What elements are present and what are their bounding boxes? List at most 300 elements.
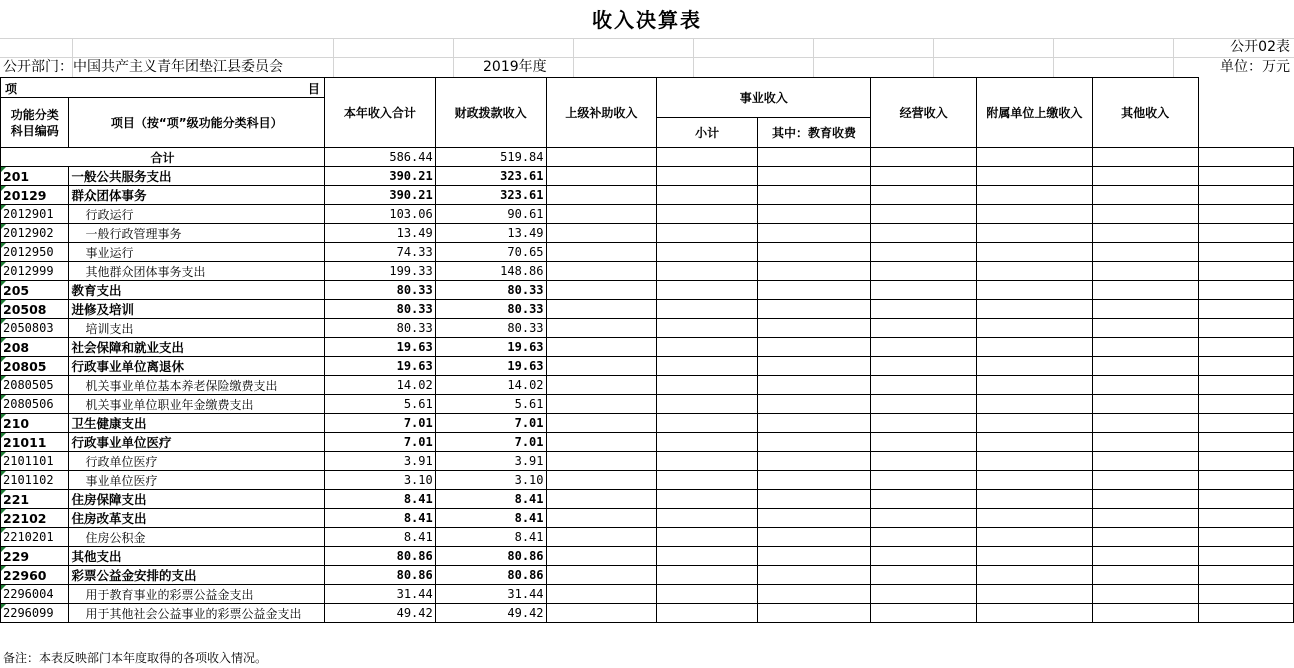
row-total-income: 103.06 <box>324 205 435 224</box>
header-education-fee: 其中：教育收费 <box>757 118 870 148</box>
row-fiscal-income: 7.01 <box>435 414 546 433</box>
table-row <box>1 471 1294 490</box>
empty-cell <box>546 509 657 528</box>
empty-cell <box>757 319 870 338</box>
row-fiscal-income: 80.86 <box>435 566 546 585</box>
empty-cell <box>546 414 657 433</box>
row-code: 2012950 <box>1 243 69 262</box>
row-code: 21011 <box>1 433 69 452</box>
empty-cell <box>657 338 758 357</box>
empty-cell <box>976 148 1092 167</box>
empty-cell <box>1092 414 1198 433</box>
empty-cell <box>1092 585 1198 604</box>
unit-label: 单位：万元 <box>1220 59 1290 75</box>
row-code: 229 <box>1 547 69 566</box>
empty-cell <box>657 547 758 566</box>
row-fiscal-income: 8.41 <box>435 490 546 509</box>
row-name: 彩票公益金安排的支出 <box>69 566 324 585</box>
row-fiscal-income: 19.63 <box>435 357 546 376</box>
empty-cell <box>657 528 758 547</box>
header-item-name: 项目（按“项”级功能分类科目） <box>69 98 324 148</box>
empty-cell <box>871 224 977 243</box>
table-row <box>1 604 1294 623</box>
empty-cell <box>1092 338 1198 357</box>
table-row <box>1 414 1294 433</box>
empty-cell <box>657 471 758 490</box>
empty-cell <box>657 395 758 414</box>
empty-cell <box>546 490 657 509</box>
table-row <box>1 566 1294 585</box>
empty-cell <box>976 319 1092 338</box>
empty-cell <box>1198 433 1293 452</box>
row-total-income: 80.33 <box>324 281 435 300</box>
table-row <box>1 509 1294 528</box>
row-total-income: 31.44 <box>324 585 435 604</box>
empty-cell <box>1092 281 1198 300</box>
empty-cell <box>546 395 657 414</box>
empty-cell <box>1198 357 1293 376</box>
table-row <box>1 490 1294 509</box>
table-row <box>1 547 1294 566</box>
table-row <box>1 433 1294 452</box>
empty-cell <box>1092 471 1198 490</box>
empty-cell <box>757 357 870 376</box>
empty-cell <box>1198 509 1293 528</box>
row-total-income: 5.61 <box>324 395 435 414</box>
empty-cell <box>757 186 870 205</box>
empty-cell <box>871 376 977 395</box>
row-name: 行政事业单位离退休 <box>69 357 324 376</box>
row-name: 其他支出 <box>69 547 324 566</box>
row-total-income: 390.21 <box>324 167 435 186</box>
row-code: 20129 <box>1 186 69 205</box>
table-row <box>1 224 1294 243</box>
header-code: 功能分类科目编码 <box>1 98 69 148</box>
empty-cell <box>871 452 977 471</box>
empty-cell <box>757 376 870 395</box>
row-fiscal-income: 323.61 <box>435 167 546 186</box>
empty-cell <box>1198 148 1293 167</box>
empty-cell <box>757 509 870 528</box>
row-name: 住房公积金 <box>69 528 324 547</box>
empty-cell <box>1092 566 1198 585</box>
item-header-left: 项 <box>5 82 18 96</box>
empty-cell <box>1092 224 1198 243</box>
empty-cell <box>871 148 977 167</box>
empty-cell <box>657 414 758 433</box>
row-name: 社会保障和就业支出 <box>69 338 324 357</box>
empty-cell <box>976 205 1092 224</box>
row-code: 221 <box>1 490 69 509</box>
row-fiscal-income: 3.91 <box>435 452 546 471</box>
gridline <box>0 38 1294 39</box>
empty-cell <box>1198 604 1293 623</box>
row-code: 210 <box>1 414 69 433</box>
empty-cell <box>546 585 657 604</box>
table-row <box>1 319 1294 338</box>
gridline <box>693 38 694 77</box>
row-code: 22102 <box>1 509 69 528</box>
header-total-income: 本年收入合计 <box>324 78 435 148</box>
row-fiscal-income: 31.44 <box>435 585 546 604</box>
row-total-income: 390.21 <box>324 186 435 205</box>
empty-cell <box>657 243 758 262</box>
empty-cell <box>757 471 870 490</box>
empty-cell <box>757 395 870 414</box>
empty-cell <box>657 509 758 528</box>
row-code: 2296004 <box>1 585 69 604</box>
empty-cell <box>1092 452 1198 471</box>
empty-cell <box>871 509 977 528</box>
row-fiscal-income: 80.33 <box>435 281 546 300</box>
empty-cell <box>871 262 977 281</box>
row-total-income: 8.41 <box>324 490 435 509</box>
table-row <box>1 281 1294 300</box>
row-fiscal-income: 8.41 <box>435 509 546 528</box>
row-total-income: 19.63 <box>324 338 435 357</box>
table-row <box>1 395 1294 414</box>
row-code: 20805 <box>1 357 69 376</box>
row-total-income: 3.10 <box>324 471 435 490</box>
row-name: 培训支出 <box>69 319 324 338</box>
empty-cell <box>1198 566 1293 585</box>
empty-cell <box>871 585 977 604</box>
empty-cell <box>976 262 1092 281</box>
table-row <box>1 528 1294 547</box>
empty-cell <box>1198 224 1293 243</box>
department-label: 公开部门：中国共产主义青年团垫江县委员会 <box>3 59 283 75</box>
empty-cell <box>657 604 758 623</box>
row-total-income: 80.33 <box>324 300 435 319</box>
row-code: 2080505 <box>1 376 69 395</box>
header-other-income: 其他收入 <box>1092 78 1198 148</box>
empty-cell <box>976 509 1092 528</box>
empty-cell <box>546 167 657 186</box>
header-operating-income: 经营收入 <box>871 78 977 148</box>
empty-cell <box>757 243 870 262</box>
empty-cell <box>1198 452 1293 471</box>
total-row <box>1 148 1294 167</box>
empty-cell <box>757 300 870 319</box>
empty-cell <box>1198 585 1293 604</box>
empty-cell <box>1198 414 1293 433</box>
row-total-income: 19.63 <box>324 357 435 376</box>
row-name: 群众团体事务 <box>69 186 324 205</box>
empty-cell <box>546 224 657 243</box>
empty-cell <box>657 585 758 604</box>
empty-cell <box>546 205 657 224</box>
row-fiscal-income: 13.49 <box>435 224 546 243</box>
row-total-income: 199.33 <box>324 262 435 281</box>
empty-cell <box>546 319 657 338</box>
table-row <box>1 338 1294 357</box>
row-total-income: 3.91 <box>324 452 435 471</box>
empty-cell <box>871 281 977 300</box>
row-name: 卫生健康支出 <box>69 414 324 433</box>
empty-cell <box>1092 604 1198 623</box>
gridline <box>1053 38 1054 77</box>
fiscal-year: 2019年度 <box>483 59 547 75</box>
empty-cell <box>871 357 977 376</box>
row-fiscal-income: 49.42 <box>435 604 546 623</box>
row-fiscal-income: 8.41 <box>435 528 546 547</box>
empty-cell <box>871 471 977 490</box>
empty-cell <box>871 205 977 224</box>
empty-cell <box>1198 186 1293 205</box>
table-row <box>1 243 1294 262</box>
empty-cell <box>1092 433 1198 452</box>
empty-cell <box>1198 395 1293 414</box>
table-row <box>1 205 1294 224</box>
row-fiscal-income: 323.61 <box>435 186 546 205</box>
row-total-income: 49.42 <box>324 604 435 623</box>
empty-cell <box>976 604 1092 623</box>
empty-cell <box>1198 167 1293 186</box>
row-code: 2296099 <box>1 604 69 623</box>
gridline <box>933 38 934 77</box>
row-fiscal-income: 5.61 <box>435 395 546 414</box>
empty-cell <box>546 604 657 623</box>
empty-cell <box>546 376 657 395</box>
empty-cell <box>546 338 657 357</box>
header-business-subtotal: 小计 <box>657 118 758 148</box>
row-name: 行政单位医疗 <box>69 452 324 471</box>
empty-cell <box>546 566 657 585</box>
empty-cell <box>546 262 657 281</box>
empty-cell <box>871 566 977 585</box>
row-name: 用于教育事业的彩票公益金支出 <box>69 585 324 604</box>
empty-cell <box>757 262 870 281</box>
row-fiscal-income: 19.63 <box>435 338 546 357</box>
empty-cell <box>657 357 758 376</box>
row-fiscal-income: 14.02 <box>435 376 546 395</box>
empty-cell <box>871 167 977 186</box>
row-code: 2012999 <box>1 262 69 281</box>
row-total-income: 8.41 <box>324 528 435 547</box>
empty-cell <box>757 338 870 357</box>
row-total-income: 14.02 <box>324 376 435 395</box>
row-fiscal-income: 148.86 <box>435 262 546 281</box>
empty-cell <box>1092 262 1198 281</box>
row-code: 2101101 <box>1 452 69 471</box>
empty-cell <box>871 319 977 338</box>
row-total-income: 74.33 <box>324 243 435 262</box>
empty-cell <box>1092 319 1198 338</box>
empty-cell <box>657 433 758 452</box>
empty-cell <box>976 281 1092 300</box>
empty-cell <box>546 243 657 262</box>
item-header-cell <box>1 78 325 98</box>
empty-cell <box>657 205 758 224</box>
row-fiscal-income: 7.01 <box>435 433 546 452</box>
empty-cell <box>657 281 758 300</box>
row-name: 一般行政管理事务 <box>69 224 324 243</box>
row-name: 行政事业单位医疗 <box>69 433 324 452</box>
row-fiscal-income: 3.10 <box>435 471 546 490</box>
row-code: 2012901 <box>1 205 69 224</box>
empty-cell <box>1198 205 1293 224</box>
table-body <box>1 148 1294 623</box>
empty-cell <box>976 585 1092 604</box>
row-name: 教育支出 <box>69 281 324 300</box>
empty-cell <box>976 186 1092 205</box>
empty-cell <box>546 433 657 452</box>
row-fiscal-income: 80.33 <box>435 319 546 338</box>
empty-cell <box>976 338 1092 357</box>
total-fiscal-value: 519.84 <box>435 148 546 167</box>
empty-cell <box>1092 395 1198 414</box>
empty-cell <box>657 490 758 509</box>
table-row <box>1 300 1294 319</box>
row-name: 住房保障支出 <box>69 490 324 509</box>
row-name: 事业单位医疗 <box>69 471 324 490</box>
empty-cell <box>757 585 870 604</box>
empty-cell <box>1198 471 1293 490</box>
row-name: 机关事业单位基本养老保险缴费支出 <box>69 376 324 395</box>
form-code: 公开02表 <box>1230 39 1290 55</box>
row-fiscal-income: 70.65 <box>435 243 546 262</box>
empty-cell <box>976 300 1092 319</box>
empty-cell <box>546 452 657 471</box>
empty-cell <box>871 547 977 566</box>
header-fiscal-income: 财政拨款收入 <box>435 78 546 148</box>
empty-cell <box>1198 376 1293 395</box>
row-code: 201 <box>1 167 69 186</box>
table-row <box>1 186 1294 205</box>
empty-cell <box>1198 319 1293 338</box>
empty-cell <box>757 148 870 167</box>
row-code: 208 <box>1 338 69 357</box>
gridline <box>333 38 334 77</box>
row-fiscal-income: 80.86 <box>435 547 546 566</box>
empty-cell <box>757 433 870 452</box>
row-code: 20508 <box>1 300 69 319</box>
row-name: 进修及培训 <box>69 300 324 319</box>
empty-cell <box>1198 262 1293 281</box>
empty-cell <box>757 224 870 243</box>
gridline <box>813 38 814 77</box>
empty-cell <box>976 566 1092 585</box>
row-fiscal-income: 80.33 <box>435 300 546 319</box>
empty-cell <box>976 167 1092 186</box>
empty-cell <box>1198 490 1293 509</box>
header-affiliated-income: 附属单位上缴收入 <box>976 78 1092 148</box>
empty-cell <box>871 186 977 205</box>
empty-cell <box>546 281 657 300</box>
table-row <box>1 585 1294 604</box>
empty-cell <box>657 452 758 471</box>
row-code: 22960 <box>1 566 69 585</box>
table-row <box>1 357 1294 376</box>
row-code: 2101102 <box>1 471 69 490</box>
empty-cell <box>1198 300 1293 319</box>
empty-cell <box>546 547 657 566</box>
empty-cell <box>657 376 758 395</box>
row-code: 2012902 <box>1 224 69 243</box>
row-total-income: 7.01 <box>324 433 435 452</box>
empty-cell <box>757 528 870 547</box>
empty-cell <box>1092 186 1198 205</box>
row-name: 事业运行 <box>69 243 324 262</box>
empty-cell <box>871 243 977 262</box>
empty-cell <box>871 338 977 357</box>
empty-cell <box>1092 167 1198 186</box>
table-row <box>1 452 1294 471</box>
row-code: 2080506 <box>1 395 69 414</box>
empty-cell <box>976 243 1092 262</box>
row-total-income: 7.01 <box>324 414 435 433</box>
empty-cell <box>757 566 870 585</box>
row-name: 机关事业单位职业年金缴费支出 <box>69 395 324 414</box>
empty-cell <box>757 604 870 623</box>
row-name: 一般公共服务支出 <box>69 167 324 186</box>
empty-cell <box>1092 509 1198 528</box>
empty-cell <box>976 357 1092 376</box>
footnote: 备注：本表反映部门本年度取得的各项收入情况。 <box>3 651 268 665</box>
empty-cell <box>1092 148 1198 167</box>
empty-cell <box>976 528 1092 547</box>
empty-cell <box>1092 376 1198 395</box>
empty-cell <box>1198 528 1293 547</box>
gridline <box>573 38 574 77</box>
table-row <box>1 262 1294 281</box>
table-row <box>1 376 1294 395</box>
empty-cell <box>1198 281 1293 300</box>
empty-cell <box>657 566 758 585</box>
empty-cell <box>1092 528 1198 547</box>
row-total-income: 80.86 <box>324 547 435 566</box>
empty-cell <box>871 433 977 452</box>
empty-cell <box>1198 338 1293 357</box>
row-total-income: 13.49 <box>324 224 435 243</box>
row-name: 住房改革支出 <box>69 509 324 528</box>
empty-cell <box>871 528 977 547</box>
row-fiscal-income: 90.61 <box>435 205 546 224</box>
empty-cell <box>757 205 870 224</box>
empty-cell <box>1092 205 1198 224</box>
empty-cell <box>976 452 1092 471</box>
empty-cell <box>546 528 657 547</box>
page-title: 收入决算表 <box>592 8 702 32</box>
empty-cell <box>976 414 1092 433</box>
gridline <box>1173 38 1174 77</box>
income-table <box>0 77 1294 623</box>
empty-cell <box>976 376 1092 395</box>
empty-cell <box>871 395 977 414</box>
empty-cell <box>871 414 977 433</box>
empty-cell <box>1092 357 1198 376</box>
empty-cell <box>1198 547 1293 566</box>
item-header-right: 目 <box>307 82 320 96</box>
row-name: 用于其他社会公益事业的彩票公益金支出 <box>69 604 324 623</box>
row-name: 行政运行 <box>69 205 324 224</box>
empty-cell <box>1092 300 1198 319</box>
empty-cell <box>757 414 870 433</box>
table-row <box>1 167 1294 186</box>
empty-cell <box>976 224 1092 243</box>
row-total-income: 80.86 <box>324 566 435 585</box>
empty-cell <box>757 281 870 300</box>
empty-cell <box>657 148 758 167</box>
empty-cell <box>1092 490 1198 509</box>
row-code: 2210201 <box>1 528 69 547</box>
header-superior-subsidy: 上级补助收入 <box>546 78 657 148</box>
empty-cell <box>976 395 1092 414</box>
empty-cell <box>546 300 657 319</box>
empty-cell <box>546 357 657 376</box>
total-label: 合计 <box>1 148 325 167</box>
empty-cell <box>976 490 1092 509</box>
